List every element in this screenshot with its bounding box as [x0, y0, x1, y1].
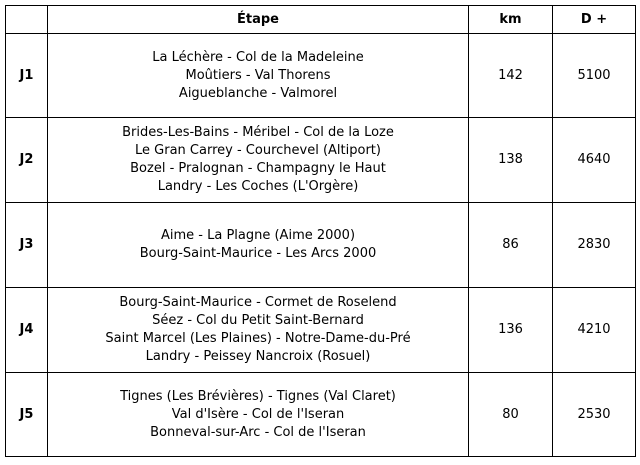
header-dplus: D +	[553, 6, 636, 34]
route-line: Bozel - Pralognan - Champagny le Haut	[130, 161, 386, 176]
stages-table	[5, 5, 636, 457]
stage-km: 86	[469, 203, 553, 288]
route-line: Saint Marcel (Les Plaines) - Notre-Dame-du-Pré	[105, 331, 411, 346]
stage-dplus: 2830	[553, 203, 636, 288]
route-line: Landry - Peissey Nancroix (Rosuel)	[145, 349, 371, 364]
stage-route	[48, 118, 469, 203]
stage-id: J3	[6, 203, 48, 288]
stage-dplus: 5100	[553, 34, 636, 118]
route-line: Landry - Les Coches (L'Orgère)	[157, 179, 359, 194]
stage-route	[48, 34, 469, 118]
header-etape: Étape	[48, 6, 469, 34]
table-row	[6, 288, 636, 373]
table-row	[6, 34, 636, 118]
stage-dplus: 2530	[553, 373, 636, 457]
route-line: Bourg-Saint-Maurice - Cormet de Roselend	[119, 295, 397, 310]
table-row	[6, 118, 636, 203]
route-line: Bonneval-sur-Arc - Col de l'Iseran	[150, 424, 366, 440]
stage-route	[48, 373, 469, 457]
route-line: La Léchère - Col de la Madeleine	[152, 49, 364, 65]
route-line: Moûtiers - Val Thorens	[185, 67, 331, 83]
table-row	[6, 203, 636, 288]
stage-km: 136	[469, 288, 553, 373]
route-line: Aigueblanche - Valmorel	[178, 85, 338, 101]
header-row	[6, 6, 636, 34]
stage-id: J1	[6, 34, 48, 118]
route-line: Le Gran Carrey - Courchevel (Altiport)	[135, 143, 381, 158]
stage-km: 138	[469, 118, 553, 203]
header-id	[6, 6, 48, 34]
header-km: km	[469, 6, 553, 34]
stage-route	[48, 288, 469, 373]
stage-id: J2	[6, 118, 48, 203]
stage-km: 80	[469, 373, 553, 457]
stage-id: J4	[6, 288, 48, 373]
stage-route	[48, 203, 469, 288]
table-row	[6, 373, 636, 457]
route-line: Bourg-Saint-Maurice - Les Arcs 2000	[139, 246, 377, 261]
route-line: Val d'Isère - Col de l'Iseran	[171, 406, 345, 422]
stage-id: J5	[6, 373, 48, 457]
route-line: Brides-Les-Bains - Méribel - Col de la Loze	[122, 125, 394, 140]
stage-dplus: 4210	[553, 288, 636, 373]
route-line: Tignes (Les Brévières) - Tignes (Val Claret)	[120, 388, 396, 404]
stage-km: 142	[469, 34, 553, 118]
route-line: Séez - Col du Petit Saint-Bernard	[152, 313, 364, 328]
stage-dplus: 4640	[553, 118, 636, 203]
route-line: Aime - La Plagne (Aime 2000)	[160, 228, 356, 243]
